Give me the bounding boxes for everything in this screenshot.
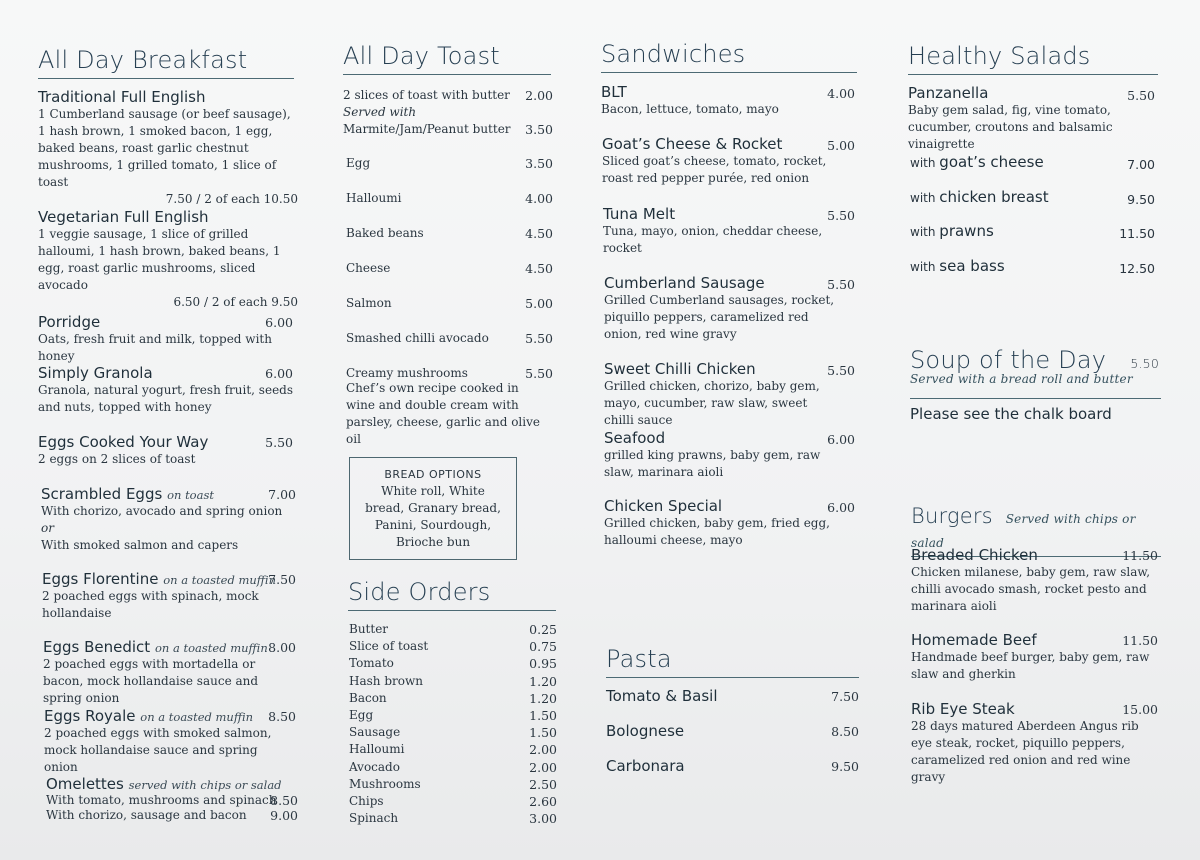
item-price: 11.50: [1122, 548, 1158, 563]
item-name: Carbonara: [606, 757, 685, 775]
porridge-item: [38, 313, 298, 365]
item-price: 15.00: [1122, 702, 1158, 717]
addon-name: chicken breast: [939, 187, 1049, 206]
mushroom-desc: Chef’s own recipe cooked in wine and double cream with parsley, cheese, garlic and olive oil: [346, 381, 540, 446]
toast-item-name: Marmite/Jam/Peanut butter: [343, 122, 511, 136]
sandwiches-title: Sandwiches: [601, 40, 857, 73]
option-price: 9.00: [270, 808, 298, 823]
soup-price: 5.50: [1130, 356, 1159, 371]
item-name: Scrambled Eggs: [41, 485, 163, 503]
florentine-item: [42, 570, 298, 622]
toast-item-name: Creamy mushrooms: [346, 366, 468, 380]
item-sub: on a toasted muffin: [140, 710, 254, 724]
side-item: [349, 622, 557, 636]
or-text: or: [41, 521, 54, 535]
item-name: Tuna Melt: [603, 205, 676, 223]
eggs-your-way-item: [38, 433, 298, 468]
pasta-item: [606, 756, 859, 775]
item-price: 7.50 / 2 of each 10.50: [165, 192, 298, 206]
item-desc: Baby gem salad, fig, vine tomato, cucumber, croutons and balsamic vinaigrette: [908, 103, 1113, 151]
item-name: Bolognese: [606, 722, 685, 740]
option-name: With chorizo, sausage and bacon: [46, 808, 247, 822]
granola-item: [38, 364, 298, 416]
salad-addon: [910, 153, 1158, 171]
item-desc: Chicken milanese, baby gem, raw slaw, chilli avocado smash, rocket pesto and marinara aioli: [911, 565, 1151, 613]
item-name: Traditional Full English: [38, 88, 206, 106]
item-name: Rib Eye Steak: [911, 700, 1015, 718]
toast-base-price: 2.00: [525, 88, 553, 103]
breakfast-title: All Day Breakfast: [38, 46, 294, 79]
side-item: [349, 708, 557, 722]
soup-sub: Served with a bread roll and butter: [910, 372, 1133, 386]
served-with: Served with: [343, 105, 417, 119]
side-item-price: 1.50: [529, 725, 557, 741]
addon-name: goat’s cheese: [939, 153, 1044, 171]
item-price: 5.50: [827, 208, 855, 223]
side-item-price: 2.60: [529, 794, 557, 809]
bread-options-text: White roll, White bread, Granary bread, Panini, Sourdough, Brioche bun: [365, 484, 501, 549]
side-item-name: Butter: [349, 622, 389, 636]
side-item: [349, 794, 557, 808]
addon-price: 11.50: [1119, 226, 1155, 241]
item-desc: grilled king prawns, baby gem, raw slaw, marinara aioli: [604, 448, 821, 479]
item-desc: 2 eggs on 2 slices of toast: [38, 452, 196, 466]
burger-item: [911, 546, 1158, 615]
item-desc: 28 days matured Aberdeen Angus rib eye steak, rocket, piquillo peppers, caramelized red onion and red wine gravy: [911, 719, 1139, 784]
item-price: 5.50: [827, 277, 855, 292]
side-item-price: 2.50: [529, 776, 557, 792]
toast-item-name: Baked beans: [346, 226, 424, 240]
side-item-price: 2.00: [529, 742, 557, 758]
item-desc: Handmade beef burger, baby gem, raw slaw and gherkin: [911, 650, 1150, 681]
item-name: Seafood: [604, 429, 666, 447]
salad-addon: [910, 257, 1158, 275]
item-desc: Sliced goat’s cheese, tomato, rocket, roast red pepper purée, red onion: [602, 154, 827, 185]
toast-item: [346, 191, 553, 205]
side-item: [349, 725, 557, 739]
toast-base: 2 slices of toast with butter: [343, 88, 510, 102]
pasta-item: [606, 721, 859, 740]
side-item: [349, 811, 557, 825]
pasta-item: [606, 686, 859, 705]
panzanella-item: [908, 84, 1158, 153]
item-name: Cumberland Sausage: [604, 274, 765, 292]
addon-name: sea bass: [939, 256, 1005, 275]
side-item-price: 3.00: [529, 811, 557, 827]
pasta-title: Pasta: [606, 645, 859, 678]
side-item-price: 0.25: [529, 622, 557, 637]
option-name: With tomato, mushrooms and spinach: [46, 793, 277, 807]
item-name: Eggs Cooked Your Way: [38, 433, 209, 451]
toast-item-price: 4.50: [525, 261, 553, 276]
item-price: 5.50: [265, 435, 293, 450]
side-item-name: Halloumi: [349, 742, 405, 757]
sandwich-item: [602, 135, 859, 187]
sandwich-item: [603, 205, 859, 257]
side-item: [349, 639, 557, 653]
toast-base-line: [343, 88, 553, 102]
toast-item: [343, 122, 553, 136]
toast-item-name: Salmon: [346, 296, 392, 310]
omelettes-item: [46, 775, 298, 822]
toast-item: [346, 226, 553, 240]
item-sub: on a toasted muffin: [163, 573, 277, 587]
sandwich-item: [604, 497, 859, 549]
bread-options-title: BREAD OPTIONS: [384, 468, 482, 481]
traditional-english: [38, 88, 298, 208]
item-price: 7.50: [268, 572, 296, 587]
item-name: Omelettes: [46, 775, 124, 793]
item-sub: on a toasted muffin: [154, 641, 268, 655]
item-desc: Oats, fresh fruit and milk, topped with honey: [38, 332, 272, 363]
item-price: 6.00: [265, 366, 293, 381]
item-price: 6.50 / 2 of each 9.50: [173, 295, 298, 309]
side-item-name: Egg: [349, 708, 374, 722]
item-price: 6.00: [827, 432, 855, 447]
toast-item-price: 4.00: [525, 191, 553, 206]
item-desc: Tuna, mayo, onion, cheddar cheese, rocket: [603, 224, 823, 255]
omelette-option: [46, 793, 298, 807]
item-name: Homemade Beef: [911, 631, 1037, 649]
toast-item: [346, 296, 553, 310]
item-price: 8.50: [831, 724, 859, 739]
item-desc: Grilled chicken, baby gem, fried egg, halloumi cheese, mayo: [604, 516, 830, 547]
side-item-price: 0.75: [529, 639, 557, 655]
benedict-item: [43, 638, 298, 707]
omelette-option: [46, 808, 298, 822]
item-desc: 2 poached eggs with smoked salmon, mock hollandaise sauce and spring onion: [44, 726, 272, 774]
item-price: 8.50: [268, 709, 296, 724]
item-price: 9.50: [831, 759, 859, 774]
item-name: Simply Granola: [38, 364, 153, 382]
side-item-price: 1.50: [529, 708, 557, 723]
toast-item-name: Halloumi: [346, 191, 402, 205]
item-name: Chicken Special: [604, 497, 723, 515]
item-desc: 1 veggie sausage, 1 slice of grilled halloumi, 1 hash brown, baked beans, 1 egg, roast garlic mushrooms, sliced avocado: [38, 227, 281, 292]
addon-name: prawns: [939, 222, 994, 240]
side-item: [349, 691, 557, 705]
side-item-price: 2.00: [529, 759, 557, 775]
toast-item-price: 4.50: [525, 226, 553, 241]
burgers-sub: Served with chips or salad: [911, 512, 1136, 550]
item-name: Porridge: [38, 313, 101, 331]
item-price: 4.00: [827, 86, 855, 101]
toast-title: All Day Toast: [343, 42, 551, 75]
item-desc: Granola, natural yogurt, fresh fruit, seeds and nuts, topped with honey: [38, 383, 294, 414]
toast-item: [346, 261, 553, 275]
toast-item-price: 5.50: [525, 331, 553, 346]
soup-note: Please see the chalk board: [910, 405, 1112, 423]
item-price: 7.50: [831, 689, 859, 704]
item-price: 8.00: [268, 640, 296, 655]
vegetarian-english: [38, 208, 298, 311]
side-item-name: Spinach: [349, 811, 399, 826]
item-price: 5.50: [1127, 88, 1155, 103]
item-name: Tomato & Basil: [606, 687, 718, 705]
sandwich-item: [601, 83, 859, 118]
item-price: 5.50: [827, 363, 855, 378]
item-name: BLT: [601, 83, 627, 101]
side-item-price: 1.20: [529, 690, 557, 706]
soup-name: Soup of the Day: [910, 346, 1107, 374]
side-item-name: Sausage: [349, 725, 401, 740]
side-item-name: Slice of toast: [349, 639, 429, 654]
burger-item: [911, 631, 1158, 683]
toast-item-name: Egg: [346, 156, 371, 170]
side-item: [349, 742, 557, 756]
item-name: Eggs Royale: [44, 707, 136, 725]
item-desc: 1 Cumberland sausage (or beef sausage), 1 hash brown, 1 smoked bacon, 1 egg, baked beans, roast garlic chestnut mushrooms, 1 grilled tomato, 1 slice of toast: [38, 107, 291, 189]
toast-item: [346, 156, 553, 170]
sandwich-item: [604, 360, 859, 429]
toast-item-name: Cheese: [346, 261, 391, 275]
addon-prefix: with: [910, 259, 936, 274]
option-price: 8.50: [270, 793, 298, 808]
item-name: Eggs Florentine: [42, 570, 159, 588]
item-desc: 2 poached eggs with spinach, mock hollandaise: [42, 589, 259, 620]
side-item-name: Mushrooms: [349, 776, 421, 791]
salad-addon: [910, 222, 1158, 240]
soup-title: [910, 346, 1161, 399]
burgers-name: Burgers: [911, 504, 993, 528]
item-desc: Bacon, lettuce, tomato, mayo: [601, 102, 779, 116]
burger-item: [911, 700, 1158, 786]
side-item-price: 0.95: [529, 656, 557, 672]
item-name: Breaded Chicken: [911, 546, 1038, 564]
toast-item-price: 3.50: [525, 122, 553, 137]
item-price: 11.50: [1122, 633, 1158, 648]
side-item-name: Hash brown: [349, 673, 423, 688]
item-desc: Grilled chicken, chorizo, baby gem, mayo, cucumber, raw slaw, sweet chilli sauce: [604, 379, 820, 427]
toast-item: [346, 366, 553, 380]
addon-price: 9.50: [1127, 191, 1155, 207]
side-item: [349, 674, 557, 688]
item-name: Panzanella: [908, 84, 989, 102]
salads-title: Healthy Salads: [908, 42, 1158, 75]
item-name: Vegetarian Full English: [38, 208, 209, 226]
addon-prefix: with: [910, 225, 936, 239]
side-item-name: Tomato: [349, 656, 394, 671]
addon-prefix: with: [910, 190, 936, 205]
item-sub: served with chips or salad: [128, 778, 282, 792]
side-item: [349, 760, 557, 774]
side-item-name: Chips: [349, 794, 384, 808]
royale-item: [44, 707, 298, 776]
item-desc: Grilled Cumberland sausages, rocket, piquillo peppers, caramelized red onion, red wine gravy: [604, 293, 835, 341]
item-price: 6.00: [827, 500, 855, 515]
item-name: Sweet Chilli Chicken: [604, 360, 756, 378]
toast-item-price: 3.50: [525, 156, 553, 171]
side-item: [349, 777, 557, 791]
item-price: 6.00: [265, 315, 293, 330]
addon-prefix: with: [910, 156, 936, 170]
toast-item: [346, 331, 553, 345]
scrambled-eggs-item: [41, 485, 298, 554]
item-price: 5.00: [827, 138, 855, 153]
toast-item-price: 5.50: [525, 366, 553, 381]
side-item: [349, 656, 557, 670]
side-item-name: Avocado: [349, 759, 400, 774]
addon-price: 12.50: [1119, 260, 1155, 276]
addon-price: 7.00: [1127, 157, 1155, 172]
item-name: Goat’s Cheese & Rocket: [602, 135, 783, 153]
item-desc: With chorizo, avocado and spring onion: [41, 504, 283, 518]
item-desc: With smoked salmon and capers: [41, 538, 239, 552]
sides-title: Side Orders: [348, 578, 556, 611]
toast-item-price: 5.00: [525, 296, 553, 311]
salad-addon: [910, 188, 1158, 206]
side-item-name: Bacon: [349, 690, 387, 705]
sandwich-item: [604, 274, 859, 343]
item-sub: on toast: [167, 488, 214, 502]
item-name: Eggs Benedict: [43, 638, 151, 656]
bread-options-box: [349, 457, 517, 560]
sandwich-item: [604, 429, 859, 481]
item-desc: 2 poached eggs with mortadella or bacon, mock hollandaise sauce and spring onion: [43, 657, 259, 705]
item-price: 7.00: [268, 487, 296, 502]
side-item-price: 1.20: [529, 673, 557, 689]
toast-item-name: Smashed chilli avocado: [346, 331, 489, 345]
